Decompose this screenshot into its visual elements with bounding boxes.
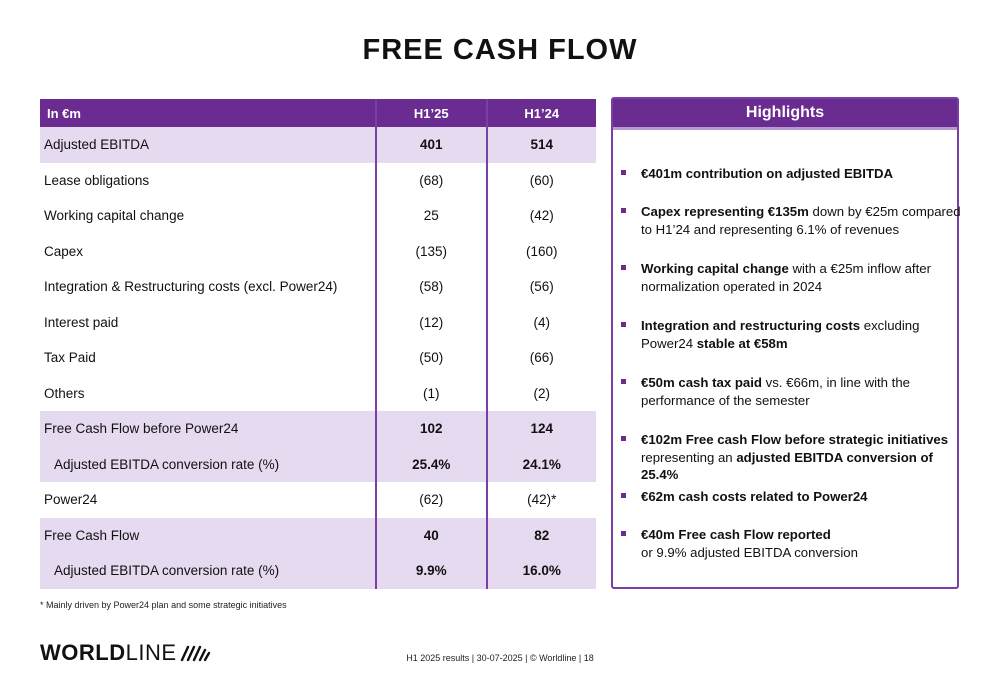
row-label: Free Cash Flow (40, 518, 376, 554)
highlight-text: €102m Free cash Flow before strategic initiatives representing an adjusted EBITDA conversion of 25.4% (641, 432, 949, 482)
value-h1-25: (58) (376, 269, 486, 305)
row-label: Others (44, 385, 85, 401)
header-h1-25: H1’25 (376, 99, 486, 127)
highlight-text: €40m Free cash Flow reported or 9.9% adjusted EBITDA conversion (641, 527, 858, 560)
value-h1-25: (135) (376, 234, 486, 270)
square-bullet-icon (621, 379, 626, 384)
highlight-text: Working capital change with a €25m inflow after normalization operated in 2024 (641, 261, 931, 294)
highlight-text: Capex representing €135m down by €25m compared to H1’24 and representing 6.1% of revenues (641, 204, 961, 237)
value-h1-24: (160) (487, 234, 597, 270)
highlight-text: €401m contribution on adjusted EBITDA (641, 166, 894, 181)
square-bullet-icon (621, 531, 626, 536)
header-unit: In €m (40, 99, 376, 127)
value-h1-24: 24.1% (487, 447, 597, 483)
table-row (40, 482, 596, 518)
value-h1-24: (2) (487, 376, 597, 412)
row-label: Working capital change (44, 208, 185, 224)
table-row (40, 518, 596, 554)
row-label: Free Cash Flow before Power24 (40, 411, 376, 447)
free-cash-flow-table (40, 99, 596, 589)
value-h1-25: (50) (376, 340, 486, 376)
table-row (40, 376, 596, 412)
table-row (40, 269, 596, 305)
table-header-row (40, 99, 596, 127)
table-row (40, 340, 596, 376)
value-h1-25: 9.9% (376, 553, 486, 589)
value-h1-25: 40 (376, 518, 486, 554)
value-h1-25: 102 (376, 411, 486, 447)
row-label: Integration & Restructuring costs (excl. Power24) (44, 279, 338, 295)
square-bullet-icon (621, 265, 626, 270)
highlight-text: Integration and restructuring costs excluding Power24 stable at €58m (641, 318, 920, 351)
value-h1-24: (42)* (487, 482, 597, 518)
page-title: FREE CASH FLOW (362, 34, 638, 66)
row-label: Adjusted EBITDA (40, 127, 376, 163)
row-label: Power24 (44, 492, 98, 508)
row-label: Adjusted EBITDA conversion rate (%) (40, 553, 376, 589)
value-h1-25: (62) (376, 482, 486, 518)
value-h1-25: (68) (376, 163, 486, 199)
table-row (40, 553, 596, 589)
value-h1-24: (60) (487, 163, 597, 199)
highlights-panel (611, 97, 959, 589)
value-h1-24: 82 (487, 518, 597, 554)
value-h1-25: (12) (376, 305, 486, 341)
value-h1-25: 25 (376, 198, 486, 234)
table-row (40, 447, 596, 483)
row-label: Tax Paid (44, 350, 96, 366)
table-row (40, 411, 596, 447)
square-bullet-icon (621, 322, 626, 327)
table-row (40, 163, 596, 199)
footer-text: H1 2025 results | 30-07-2025 | © Worldline | 18 (406, 653, 594, 663)
square-bullet-icon (621, 493, 626, 498)
highlight-text: €50m cash tax paid vs. €66m, in line with the performance of the semester (641, 375, 911, 408)
value-h1-24: 16.0% (487, 553, 597, 589)
value-h1-24: (66) (487, 340, 597, 376)
header-h1-24: H1’24 (487, 99, 597, 127)
square-bullet-icon (621, 208, 626, 213)
value-h1-25: 25.4% (376, 447, 486, 483)
table-row (40, 127, 596, 163)
highlights-title: Highlights (613, 99, 957, 130)
square-bullet-icon (621, 436, 626, 441)
value-h1-24: (42) (487, 198, 597, 234)
value-h1-24: (4) (487, 305, 597, 341)
value-h1-24: 514 (487, 127, 597, 163)
value-h1-25: 401 (376, 127, 486, 163)
table-row (40, 198, 596, 234)
value-h1-24: (56) (487, 269, 597, 305)
footnote: * Mainly driven by Power24 plan and some strategic initiatives (40, 600, 287, 610)
highlight-text: €62m cash costs related to Power24 (641, 489, 868, 504)
value-h1-25: (1) (376, 376, 486, 412)
square-bullet-icon (621, 170, 626, 175)
value-h1-24: 124 (487, 411, 597, 447)
row-label: Interest paid (44, 314, 119, 330)
row-label: Capex (44, 243, 84, 259)
row-label: Lease obligations (44, 172, 150, 188)
worldline-logo: WORLDLINE (40, 640, 213, 666)
table-row (40, 305, 596, 341)
row-label: Adjusted EBITDA conversion rate (%) (40, 447, 376, 483)
table-row (40, 234, 596, 270)
